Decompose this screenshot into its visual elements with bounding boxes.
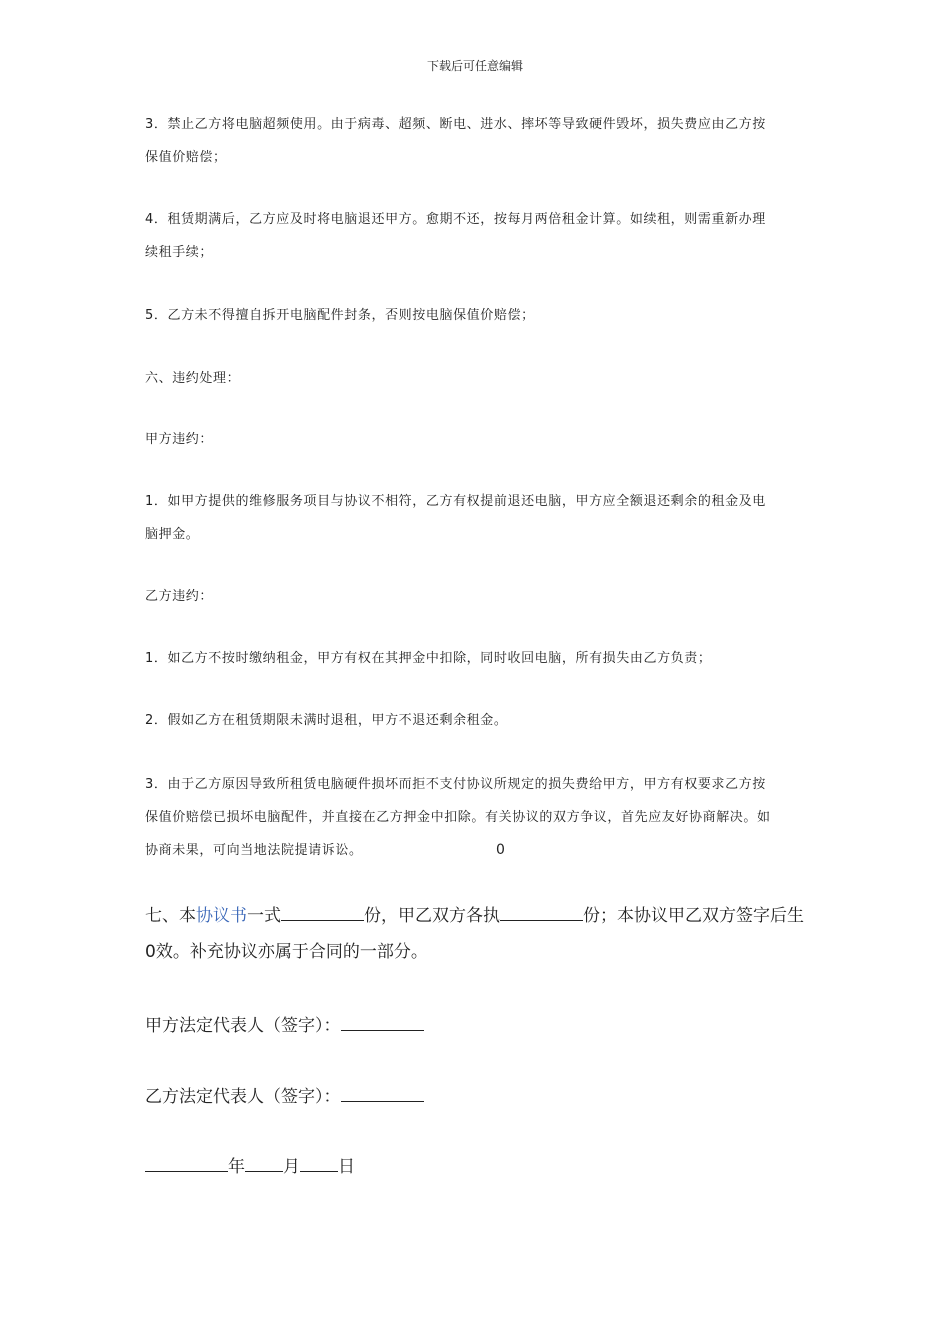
party-b-signature-line: [145, 1079, 815, 1115]
party-b-clause-3: [145, 768, 815, 867]
copies-each-blank: [500, 902, 583, 921]
party-b-signature-blank: [341, 1083, 424, 1102]
page-header: 下载后可任意编辑: [426, 59, 523, 73]
party-b-breach-heading: 乙方违约：: [145, 589, 214, 604]
section-7: [145, 898, 815, 970]
party-a-breach-heading: 甲方违约：: [145, 432, 214, 447]
section-7-line-2: [145, 934, 815, 970]
party-b-signature-label: 乙方法定代表人（签字）：: [145, 1087, 341, 1107]
section-6-heading: 六、违约处理：: [145, 371, 241, 386]
clause-4-line-1: 4．租赁期满后，乙方应及时将电脑退还甲方。愈期不还，按每月两倍租金计算。如续租，则需重新办理: [145, 212, 766, 227]
clause-4-line-2: 续租手续；: [145, 245, 214, 260]
section-7-line-1: [145, 898, 815, 934]
section-7-text-2: 份，甲乙双方各执: [364, 906, 500, 926]
party-a-signature-blank: [341, 1012, 424, 1031]
month-blank: [245, 1153, 283, 1172]
party-a-clause-1-line-2: 脑押金。: [145, 527, 200, 542]
agreement-link[interactable]: 协议书: [196, 906, 247, 926]
section-7-text-1: 一式: [247, 906, 281, 926]
clause-5: 5．乙方未不得擅自拆开电脑配件封条，否则按电脑保值价赔偿；: [145, 308, 535, 323]
day-blank: [300, 1153, 338, 1172]
party-a-clause-1: [145, 485, 815, 551]
party-b-clause-3-line-3-text: 协商未果，可向当地法院提请诉讼。: [145, 843, 363, 858]
day-label: 日: [338, 1157, 355, 1177]
party-a-clause-1-line-1: 1．如甲方提供的维修服务项目与协议不相符，乙方有权提前退还电脑，甲方应全额退还剩余的租金及电: [145, 494, 766, 509]
section-7-text-3: 份；本协议甲乙双方签字后生: [583, 906, 804, 926]
party-b-clause-3-line-2: 保值价赔偿已损坏电脑配件，并直接在乙方押金中扣除。有关协议的双方争议，首先应友好协商解决。如: [145, 810, 771, 825]
section-7-prefix: 七、本: [145, 906, 196, 926]
clause-3-line-2: 保值价赔偿；: [145, 150, 227, 165]
clause-3-line-1: 3．禁止乙方将电脑超频使用。由于病毒、超频、断电、进水、摔坏等导致硬件毁坏，损失费应由乙方按: [145, 117, 766, 132]
stray-mark: 0: [496, 842, 506, 858]
copies-total-blank: [281, 902, 364, 921]
party-a-signature-line: [145, 1008, 815, 1044]
party-b-clause-3-line-1: 3．由于乙方原因导致所租赁电脑硬件损坏而拒不支付协议所规定的损失费给甲方，甲方有权要求乙方按: [145, 777, 766, 792]
month-label: 月: [283, 1157, 300, 1177]
party-b-clause-1: 1．如乙方不按时缴纳租金，甲方有权在其押金中扣除，同时收回电脑，所有损失由乙方负责；: [145, 651, 712, 666]
section-7-text-4: 效。补充协议亦属于合同的一部分。: [155, 942, 428, 962]
clause-3: [145, 108, 815, 174]
year-blank: [145, 1153, 228, 1172]
clause-4: [145, 203, 815, 269]
party-b-clause-3-line-3: [145, 834, 815, 867]
section-7-mark: 0: [145, 942, 156, 962]
date-line: [145, 1149, 815, 1185]
party-b-clause-2: 2．假如乙方在租赁期限未满时退租，甲方不退还剩余租金。: [145, 713, 508, 728]
year-label: 年: [228, 1157, 245, 1177]
party-a-signature-label: 甲方法定代表人（签字）：: [145, 1016, 341, 1036]
